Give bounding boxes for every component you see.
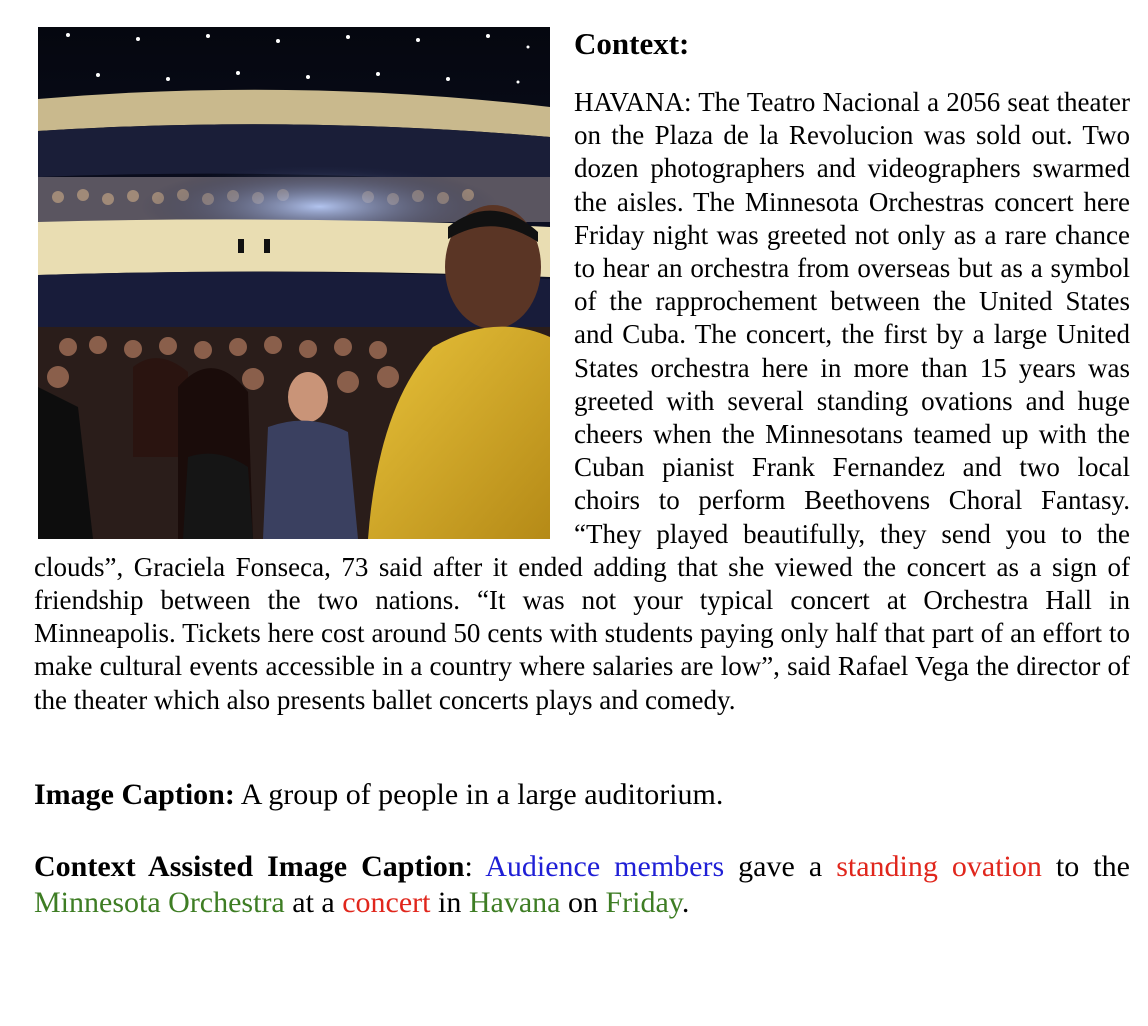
context-body: HAVANA: The Teatro Nacional a 2056 seat theater on the Plaza de la Revolucion was sold out. Two dozen photographers and videographers swarmed the aisles. The Minnesota Orchestras concert here Friday night was greeted not only as a rare chance to hear an orchestra from overseas but as a symbol of the rapprochement between the United States and Cuba. The concert, the first by a large United States orchestra here in more than 15 years was greeted with several standing ovations and huge cheers when the Minnesotans teamed up with the Cuban pianist Frank Fernandez and two local choirs to perform Beethovens Choral Fantasy. “They played beautifully, they send you to the clouds”, Graciela Fonseca, 73 said after it ended adding that she viewed the concert as a sign of friendship between the two nations. “It was not your typical concert at Orchestra Hall in Minneapolis. Tickets here cost around 50 cents with students paying only half that part of an effort to make cultural events accessible in a country where salaries are low”, said Rafael Vega the director of the theater which also presents ballet concerts plays and comedy. xyxy=(34,87,1130,715)
context-assisted-caption xyxy=(34,813,1130,921)
caption-segment-event: concert xyxy=(342,885,431,919)
context-heading: Context: xyxy=(574,26,690,61)
caption-segment-event: standing ovation xyxy=(836,849,1042,883)
caption-segment-plain: on xyxy=(560,885,606,919)
context-assisted-caption-colon: : xyxy=(464,849,486,883)
caption-segment-plain: to the xyxy=(1041,849,1130,883)
caption-segment-plain: . xyxy=(681,885,690,919)
auditorium-photo-illustration xyxy=(38,27,550,539)
caption-segment-entity: Friday xyxy=(605,885,682,919)
caption-segment-entity: Minnesota Orchestra xyxy=(34,885,285,919)
image-caption-text: A group of people in a large auditorium. xyxy=(234,777,724,811)
caption-segment-plain: in xyxy=(430,885,469,919)
caption-segment-plain: at a xyxy=(284,885,343,919)
context-assisted-caption-label: Context Assisted Image Caption xyxy=(34,849,465,883)
document-page xyxy=(34,24,1130,921)
image-caption-label: Image Caption: xyxy=(34,777,235,811)
caption-segment-person: Audience members xyxy=(485,849,725,883)
image-caption xyxy=(34,717,1130,813)
caption-segment-entity: Havana xyxy=(468,885,561,919)
concert-audience-photo xyxy=(38,27,550,539)
caption-segment-plain: gave a xyxy=(724,849,837,883)
